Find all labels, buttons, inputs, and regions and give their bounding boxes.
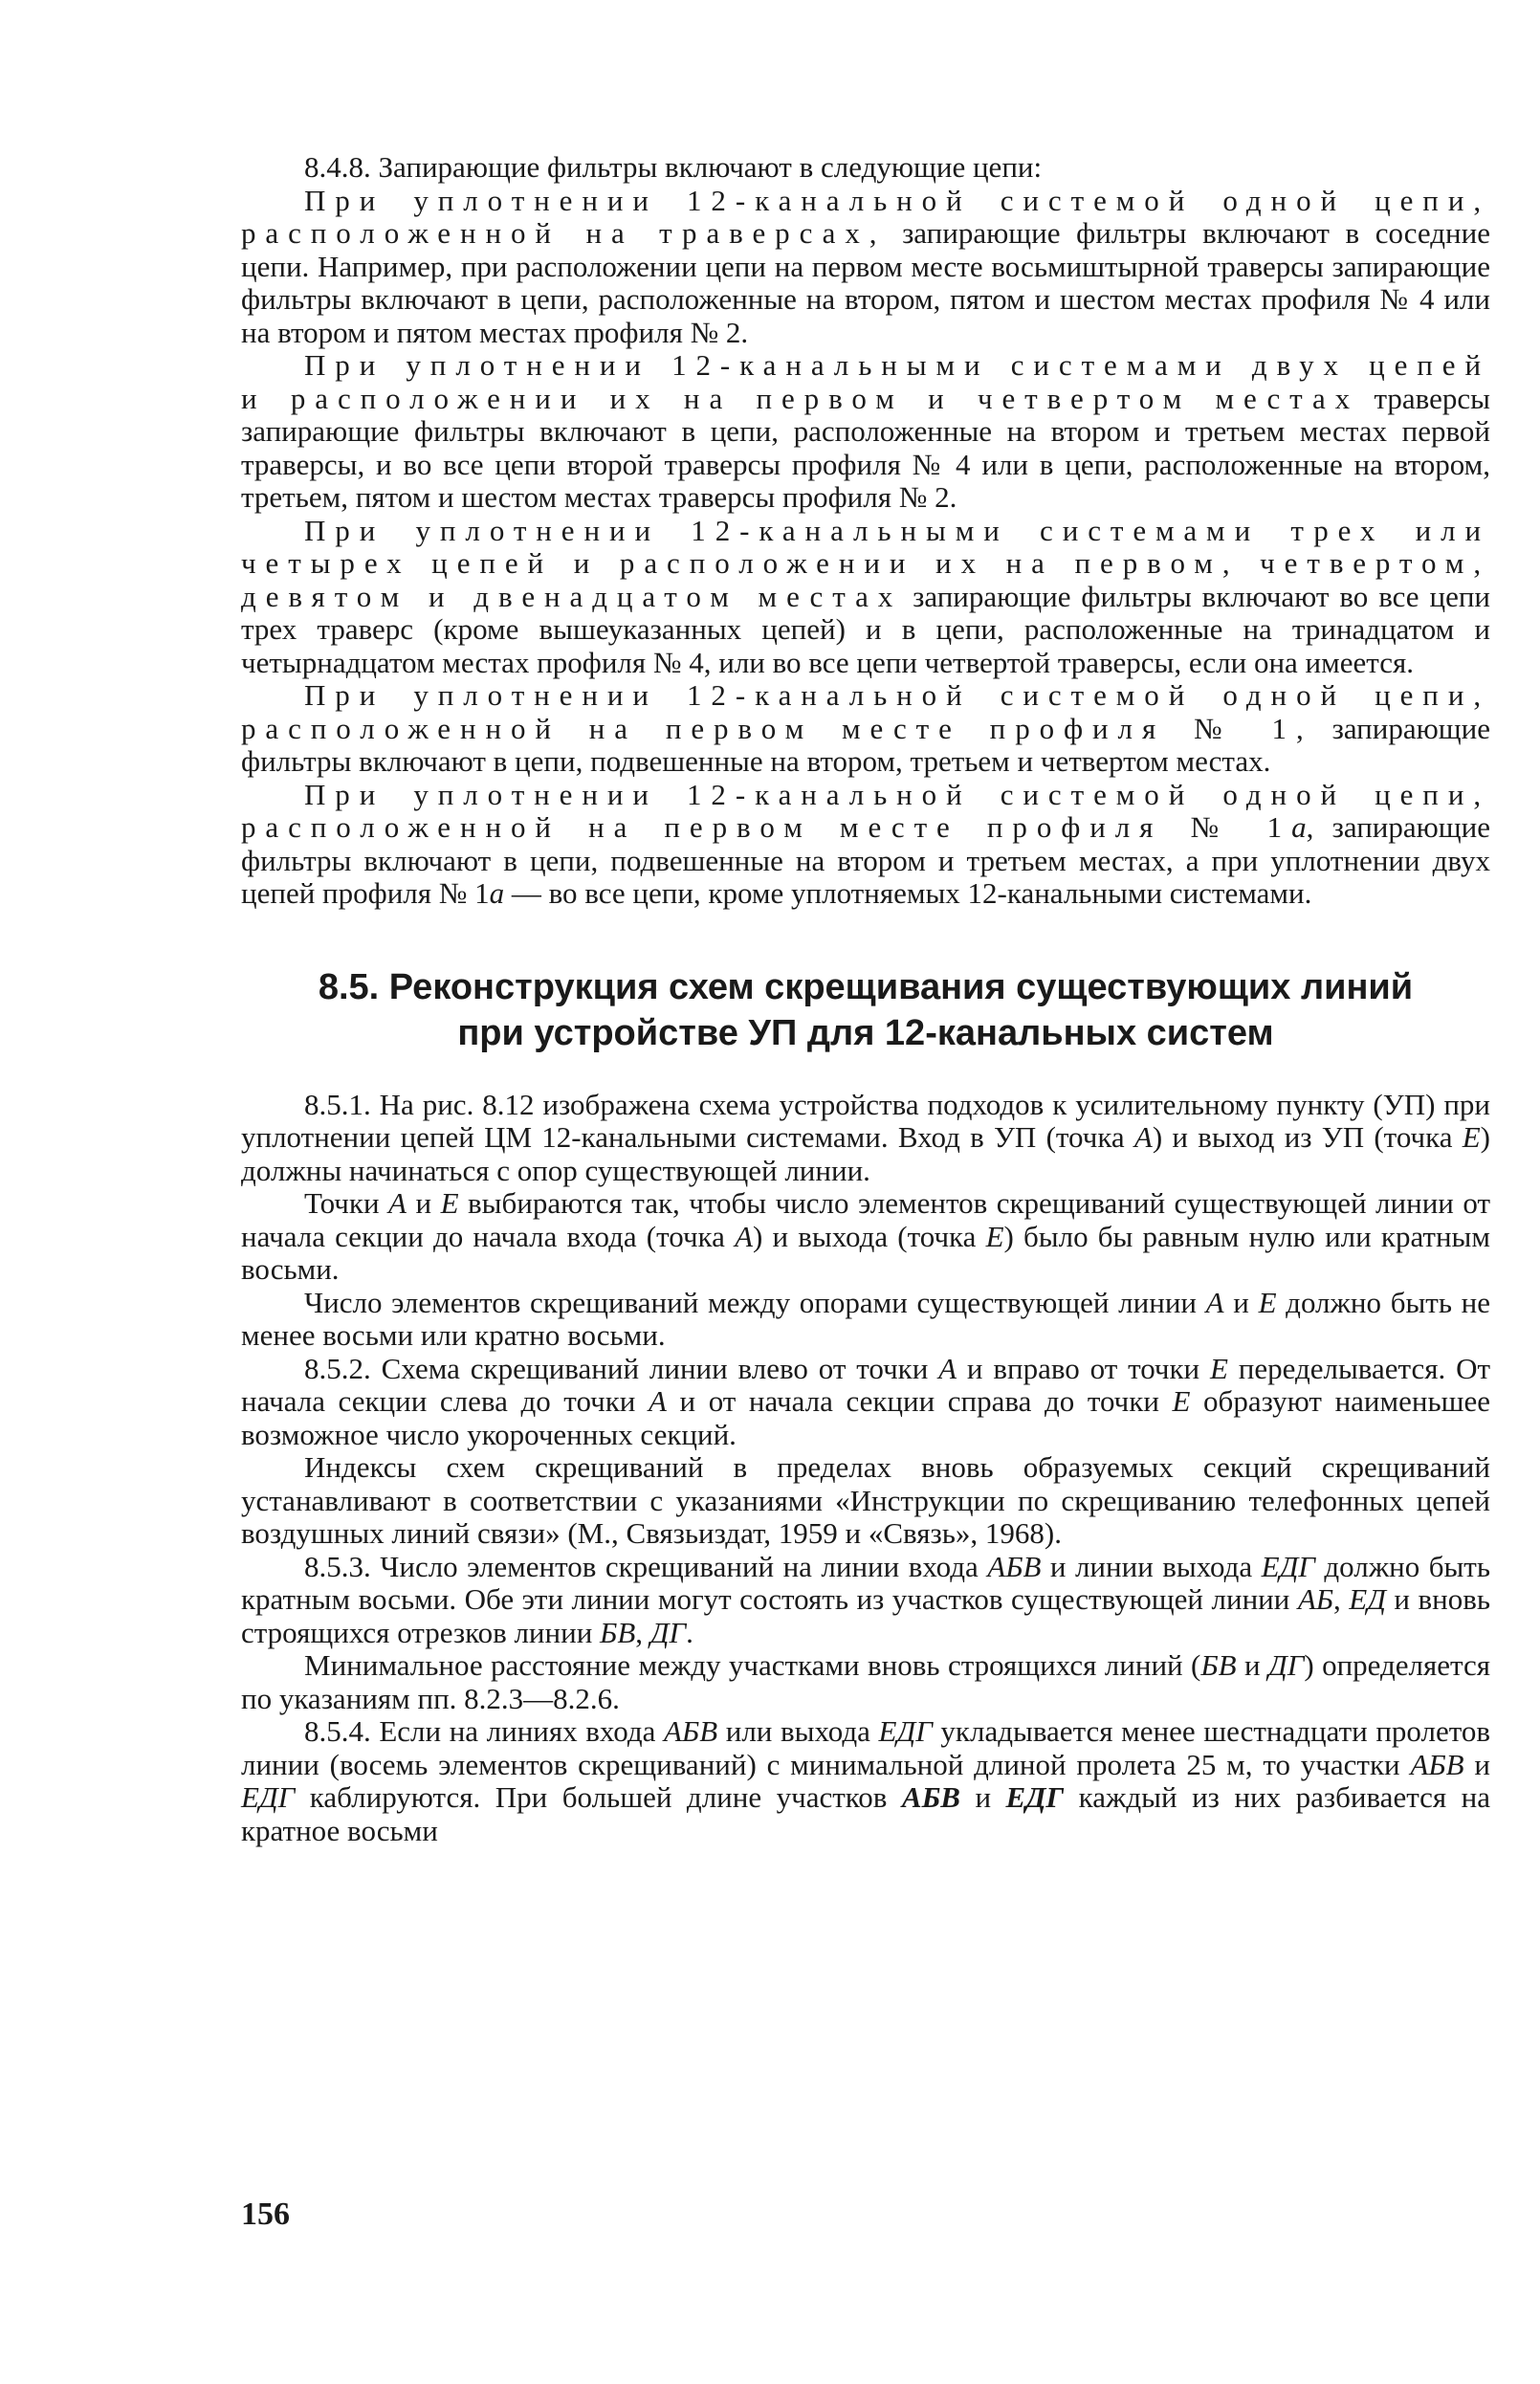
spaced-text: При уплотнении 12-канальными системами двух цепей и расположении их на первом и четвертом местах xyxy=(241,348,1490,415)
body-text: должно быть кратным восьми. Обе эти линии могут состоять из участков существующей линии xyxy=(241,1549,1490,1616)
body-text: и линии выхода xyxy=(1041,1549,1262,1583)
paragraph-8-5-2 xyxy=(241,1353,1490,1452)
point-a: А xyxy=(388,1186,407,1220)
body-text: запирающие фильтры включают во все цепи трех траверс (кроме вышеуказанных цепей) и в цепи, расположенные на тринадцатом и четырнадцатом местах профиля № 4, или во все цепи четвертой траверсы, если она имеется. xyxy=(241,579,1491,679)
body-text: и xyxy=(959,1780,1006,1814)
body-text: и вновь строящихся отрезков линии xyxy=(241,1582,1491,1649)
paragraph-8-4-8: 8.4.8. Запирающие фильтры включают в следующие цепи: xyxy=(304,150,1043,184)
point-e: Е xyxy=(985,1219,1004,1253)
paragraph-two-circuits xyxy=(241,349,1490,515)
body-text: 8.5.2. Схема скрещиваний линии влево от точки xyxy=(304,1351,939,1385)
paragraph-8-5-1 xyxy=(241,1089,1490,1188)
body-text: запирающие фильтры включают в цепи, подвешенные на втором, третьем и четвертом местах. xyxy=(241,711,1490,778)
paragraph-profile-1 xyxy=(241,679,1490,779)
body-text: , xyxy=(1333,1582,1350,1616)
line-edg: ЕДГ xyxy=(1261,1549,1315,1583)
body-text: ) и выход из УП (точка xyxy=(1152,1120,1463,1154)
point-a: А xyxy=(735,1219,753,1253)
paragraph-indexes: Индексы схем скрещиваний в пределах вновь образуемых секций скрещиваний устанавливают в соответствии с указаниями «Инструкции по скрещиванию телефонных цепей воздушных линий связи» (М., Связьиздат, 1959 и «Связь», 1968). xyxy=(241,1450,1490,1550)
body-text: и вправо от точки xyxy=(957,1351,1210,1385)
body-text: и xyxy=(406,1186,441,1220)
body-text: и от начала секции справа до точки xyxy=(666,1384,1173,1418)
paragraph-8-5-4 xyxy=(241,1715,1490,1847)
point-a: А xyxy=(1205,1285,1224,1319)
body-text: выбираются так, чтобы число элементов скрещиваний существующей линии от начала секции до начала входа (точка xyxy=(241,1186,1491,1253)
spaced-text: При уплотнении 12-канальными системами трех или четырех цепей и расположении их на первом, четвертом, девятом и двенадцатом местах xyxy=(241,513,1490,613)
body-text: 8.5.1. На рис. 8.12 изображена схема устройства подходов к усилительному пункту (УП) при уплотнении цепей ЦМ 12-канальными системами. Вход в УП (точка xyxy=(241,1087,1490,1154)
page-body xyxy=(241,151,1490,1847)
body-text: — во все цепи, кроме уплотняемых 12-канальными системами. xyxy=(504,876,1312,910)
point-e: Е xyxy=(440,1186,459,1220)
paragraph-one-circuit-traverse xyxy=(241,185,1490,350)
body-text: или выхода xyxy=(717,1714,879,1748)
line-ed: ЕД xyxy=(1349,1582,1386,1616)
spaced-text: При уплотнении 12-канальной системой одной цепи, расположенной на траверсах, xyxy=(241,183,1490,250)
body-text: и xyxy=(1463,1747,1490,1781)
body-text: . xyxy=(686,1615,693,1649)
point-e: Е xyxy=(1172,1384,1191,1418)
paragraph-8-5-3 xyxy=(241,1551,1490,1650)
body-text: ) было бы равным нулю или кратным восьми. xyxy=(241,1219,1490,1286)
body-text: и xyxy=(1236,1648,1268,1682)
body-text: запирающие фильтры включают в соседние цепи. Например, при расположении цепи на первом месте восьмиштырной траверсы запирающие фильтры включают в цепи, расположенные на втором, пятом и шестом местах профиля № 4 или на втором и пятом местах профиля № 2. xyxy=(241,216,1490,349)
body-text: каждый из них разбивается на кратное восьми xyxy=(241,1780,1490,1847)
spaced-text: При уплотнении 12-канальной системой одной цепи, расположенной на первом месте профиля № 1 xyxy=(241,777,1490,844)
line-edg: ЕДГ xyxy=(1005,1780,1065,1814)
heading-line-2: при устройстве УП для 12-канальных систем xyxy=(457,1012,1274,1053)
line-abv: АБВ xyxy=(987,1549,1042,1583)
line-ab: АБ xyxy=(1297,1582,1334,1616)
body-text: траверсы запирающие фильтры включают в цепи, расположенные на втором и третьем местах первой траверсы, и во все цепи второй траверсы профиля № 4 или в цепи, расположенные на втором, третьем, пятом и шестом местах траверсы профиля № 2. xyxy=(241,381,1490,514)
heading-line-1: 8.5. Реконструкция схем скрещивания существующих линий xyxy=(318,966,1414,1007)
point-e: Е xyxy=(1462,1120,1481,1154)
body-text: Точки xyxy=(304,1186,389,1220)
body-text: ) определяется по указаниям пп. 8.2.3—8.2.6. xyxy=(241,1648,1490,1715)
line-abv: АБВ xyxy=(901,1780,960,1814)
page-number: 156 xyxy=(241,2196,290,2232)
paragraph-minimal-distance xyxy=(241,1649,1490,1715)
paragraph-profile-1a xyxy=(241,779,1490,911)
paragraph-points-selection xyxy=(241,1187,1490,1287)
point-e: Е xyxy=(1210,1351,1228,1385)
paragraph-element-count xyxy=(241,1287,1490,1353)
line-bv: БВ xyxy=(1200,1648,1237,1682)
body-text: переделывается. От начала секции слева до точки xyxy=(241,1351,1491,1418)
body-text: должно быть не менее восьми или кратно восьми. xyxy=(241,1285,1491,1352)
body-text: , xyxy=(635,1615,650,1649)
point-e: Е xyxy=(1258,1285,1277,1319)
line-dg: ДГ xyxy=(649,1615,687,1649)
paragraph-three-four-circuits xyxy=(241,515,1490,680)
body-text: укладывается менее шестнадцати пролетов линии (восемь элементов скрещиваний) с минимальной длиной пролета 25 м, то участки xyxy=(241,1714,1491,1781)
body-text: ) и выхода (точка xyxy=(753,1219,986,1253)
body-text: и xyxy=(1223,1285,1259,1319)
point-a: А xyxy=(1133,1120,1153,1154)
spaced-text: При уплотнении 12-канальной системой одной цепи, расположенной на первом месте профиля № 1, xyxy=(241,678,1490,745)
body-text: ) должны начинаться с опор существующей линии. xyxy=(241,1120,1490,1187)
body-text: Минимальное расстояние между участками вновь строящихся линий ( xyxy=(304,1648,1201,1682)
point-a: А xyxy=(648,1384,667,1418)
italic-letter: а xyxy=(489,876,505,910)
body-text: 8.5.3. Число элементов скрещиваний на линии входа xyxy=(304,1549,988,1583)
body-text: , запирающие фильтры включают в цепи, подвешенные на втором и третьем местах, а при уплотнении двух цепей профиля № 1 xyxy=(241,810,1491,910)
italic-letter: а xyxy=(1291,810,1307,844)
line-bv: БВ xyxy=(600,1615,636,1649)
body-text: образуют наименьшее возможное число укороченных секций. xyxy=(241,1384,1491,1451)
point-a: А xyxy=(938,1351,957,1385)
line-abv: АБВ xyxy=(1410,1747,1464,1781)
section-heading-8-5 xyxy=(241,964,1490,1056)
line-edg: ЕДГ xyxy=(878,1714,933,1748)
body-text: Число элементов скрещиваний между опорами существующей линии xyxy=(304,1285,1206,1319)
line-abv: АБВ xyxy=(663,1714,718,1748)
line-edg: ЕДГ xyxy=(241,1780,296,1814)
body-text: 8.5.4. Если на линиях входа xyxy=(304,1714,664,1748)
line-dg: ДГ xyxy=(1268,1648,1305,1682)
body-text: каблируются. При большей длине участков xyxy=(295,1780,902,1814)
